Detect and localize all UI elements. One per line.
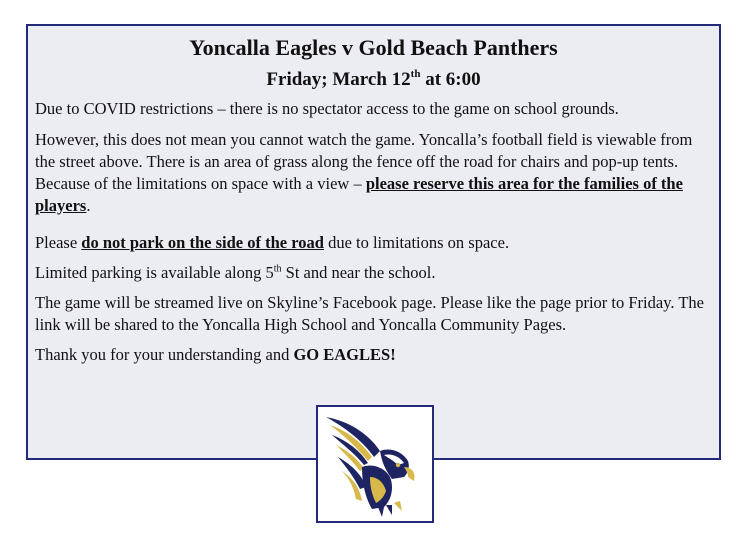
viewing-reserve-emphasis: please reserve this area for the families of the players [35,174,683,215]
subtitle-ordinal: th [410,67,421,80]
limited-parking-post: St and near the school. [281,263,436,282]
parking-post: due to limitations on space. [323,233,510,252]
limited-parking-pre: Limited parking is available along 5 [35,263,274,282]
paragraph-covid: Due to COVID restrictions – there is no spectator access to the game on school grounds. [35,99,619,118]
parking-pre: Please [35,233,82,252]
viewing-text: However, this does not mean you cannot watch the game. Yoncalla’s football field is viewable from the street above. There is an area of grass along the fence off the road for chairs and pop-up tents. Because of the limitations on space with a view – [35,130,693,193]
paragraph-thanks [35,344,715,366]
parking-emphasis: do not park on the side of the road [81,233,324,252]
thanks-text: Thank you for your understanding and [35,345,294,364]
paragraph-parking [35,232,715,254]
subtitle-date: Friday; March 12 [266,69,411,90]
subtitle-time: at 6:00 [420,69,481,90]
paragraph-stream: The game will be streamed live on Skyline’s Facebook page. Please like the page prior to Friday. The link will be shared to the Yoncalla High School and Yoncalla Community Pages. [35,293,704,334]
notice-panel [26,24,721,460]
go-eagles-text: GO EAGLES! [293,345,396,364]
eagle-talon-3 [394,501,402,511]
eagle-mascot-icon [318,407,431,520]
notice-title: Yoncalla Eagles v Gold Beach Panthers [189,35,558,60]
eagle-logo-frame [316,405,434,523]
limited-parking-ordinal: th [273,263,282,275]
eagle-eye [396,463,400,467]
viewing-end: . [86,196,91,215]
paragraph-viewing [35,129,715,217]
notice-subtitle [28,68,719,92]
paragraph-limited-parking [35,262,715,284]
eagle-talon-2 [386,505,392,515]
eagle-talon-1 [378,507,384,517]
